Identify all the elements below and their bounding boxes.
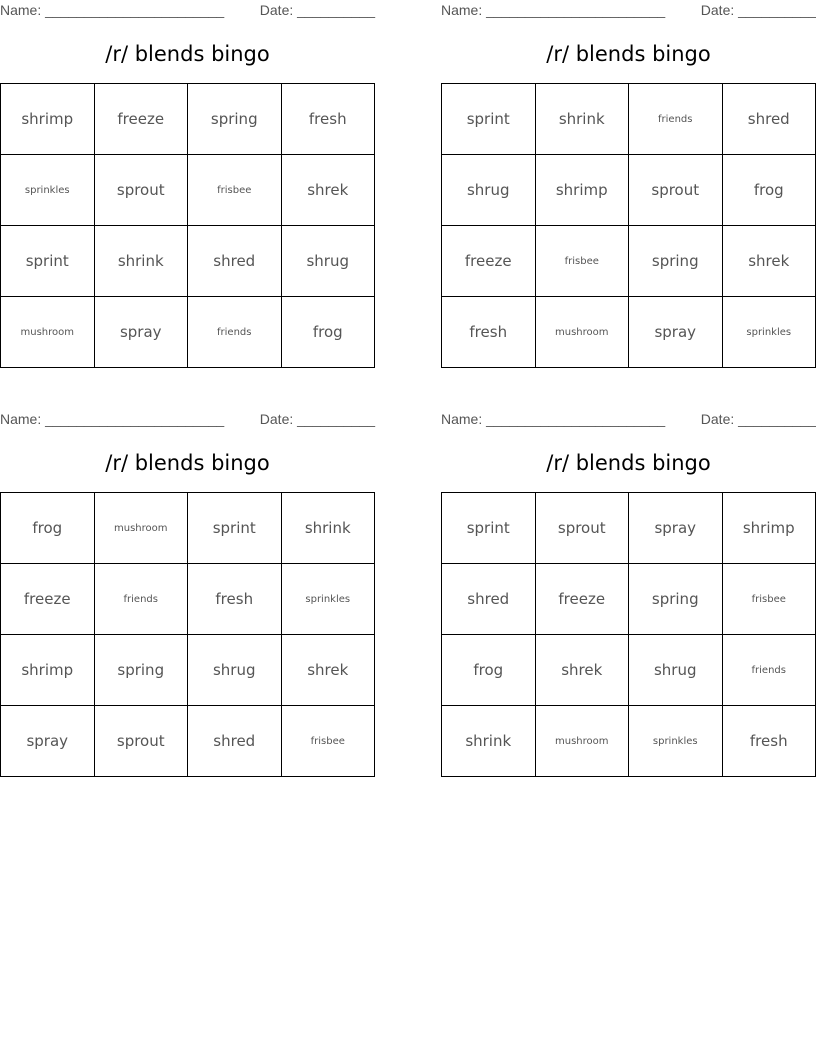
bingo-cell: shrimp [722,493,816,564]
bingo-row [442,226,816,297]
bingo-row [1,84,375,155]
bingo-cell: sprinkles [722,297,816,368]
bingo-cell: sprint [1,226,95,297]
name-line: Name: _______________________ [441,2,666,18]
bingo-cell: spring [629,564,723,635]
bingo-cell: fresh [188,564,282,635]
bingo-cell: frisbee [722,564,816,635]
bingo-cell: spray [629,493,723,564]
name-line: Name: _______________________ [441,411,666,427]
bingo-grid [441,492,816,777]
bingo-cell: shrink [535,84,629,155]
bingo-cell: shrimp [1,84,95,155]
bingo-row [442,493,816,564]
bingo-cell: sprout [94,155,188,226]
bingo-cell: shrug [442,155,536,226]
bingo-cell: frog [722,155,816,226]
bingo-row [442,155,816,226]
bingo-cell: frog [442,635,536,706]
date-line: Date: __________ [700,411,816,427]
bingo-cell: spray [629,297,723,368]
bingo-cell: shrimp [1,635,95,706]
card-header [441,0,816,22]
bingo-cell: shrimp [535,155,629,226]
bingo-cell: spring [94,635,188,706]
card-header [441,409,816,431]
bingo-cell: friends [188,297,282,368]
bingo-cell: shred [722,84,816,155]
bingo-cell: mushroom [535,706,629,777]
card-header [0,0,375,22]
bingo-cell: sprout [629,155,723,226]
bingo-cell: friends [94,564,188,635]
bingo-cell: freeze [535,564,629,635]
date-line: Date: __________ [259,411,375,427]
bingo-cell: sprint [442,84,536,155]
bingo-cell: freeze [94,84,188,155]
bingo-cell: shrug [188,635,282,706]
bingo-row [442,564,816,635]
bingo-cell: mushroom [1,297,95,368]
bingo-grid [0,83,375,368]
bingo-cell: sprinkles [281,564,375,635]
bingo-card-4 [441,409,816,769]
bingo-row [1,226,375,297]
bingo-row [442,84,816,155]
bingo-cell: sprint [188,493,282,564]
card-title: /r/ blends bingo [105,42,270,66]
bingo-row [1,635,375,706]
bingo-cell: shred [442,564,536,635]
card-title: /r/ blends bingo [546,42,711,66]
name-line: Name: _______________________ [0,2,225,18]
bingo-cell: shrug [629,635,723,706]
bingo-row [442,706,816,777]
bingo-row [1,493,375,564]
bingo-row [442,297,816,368]
bingo-card-3 [0,409,375,769]
date-line: Date: __________ [700,2,816,18]
bingo-cell: shrink [281,493,375,564]
bingo-cell: frog [281,297,375,368]
bingo-cell: shrek [722,226,816,297]
date-line: Date: __________ [259,2,375,18]
bingo-cell: sprint [442,493,536,564]
bingo-cell: fresh [442,297,536,368]
bingo-cell: shred [188,706,282,777]
bingo-cell: sprinkles [629,706,723,777]
bingo-cell: mushroom [535,297,629,368]
bingo-cell: shrug [281,226,375,297]
bingo-card-1 [0,0,375,360]
bingo-cell: frisbee [281,706,375,777]
bingo-row [1,564,375,635]
bingo-cell: spray [1,706,95,777]
bingo-cell: spray [94,297,188,368]
bingo-cell: shrek [281,155,375,226]
bingo-cell: shrink [94,226,188,297]
bingo-cell: sprout [535,493,629,564]
bingo-cell: shrink [442,706,536,777]
bingo-cell: shrek [281,635,375,706]
bingo-cell: fresh [722,706,816,777]
bingo-cell: freeze [442,226,536,297]
bingo-cell: sprinkles [1,155,95,226]
bingo-cell: frog [1,493,95,564]
bingo-cell: sprout [94,706,188,777]
bingo-row [442,635,816,706]
card-title: /r/ blends bingo [105,451,270,475]
bingo-cell: spring [188,84,282,155]
bingo-cell: spring [629,226,723,297]
bingo-cell: friends [629,84,723,155]
bingo-cell: shred [188,226,282,297]
card-title: /r/ blends bingo [546,451,711,475]
card-header [0,409,375,431]
bingo-cell: fresh [281,84,375,155]
bingo-grid [0,492,375,777]
bingo-cell: frisbee [188,155,282,226]
name-line: Name: _______________________ [0,411,225,427]
bingo-cell: friends [722,635,816,706]
bingo-cell: freeze [1,564,95,635]
bingo-cell: shrek [535,635,629,706]
bingo-row [1,297,375,368]
bingo-row [1,155,375,226]
bingo-cell: frisbee [535,226,629,297]
bingo-card-2 [441,0,816,360]
bingo-row [1,706,375,777]
bingo-cell: mushroom [94,493,188,564]
bingo-grid [441,83,816,368]
